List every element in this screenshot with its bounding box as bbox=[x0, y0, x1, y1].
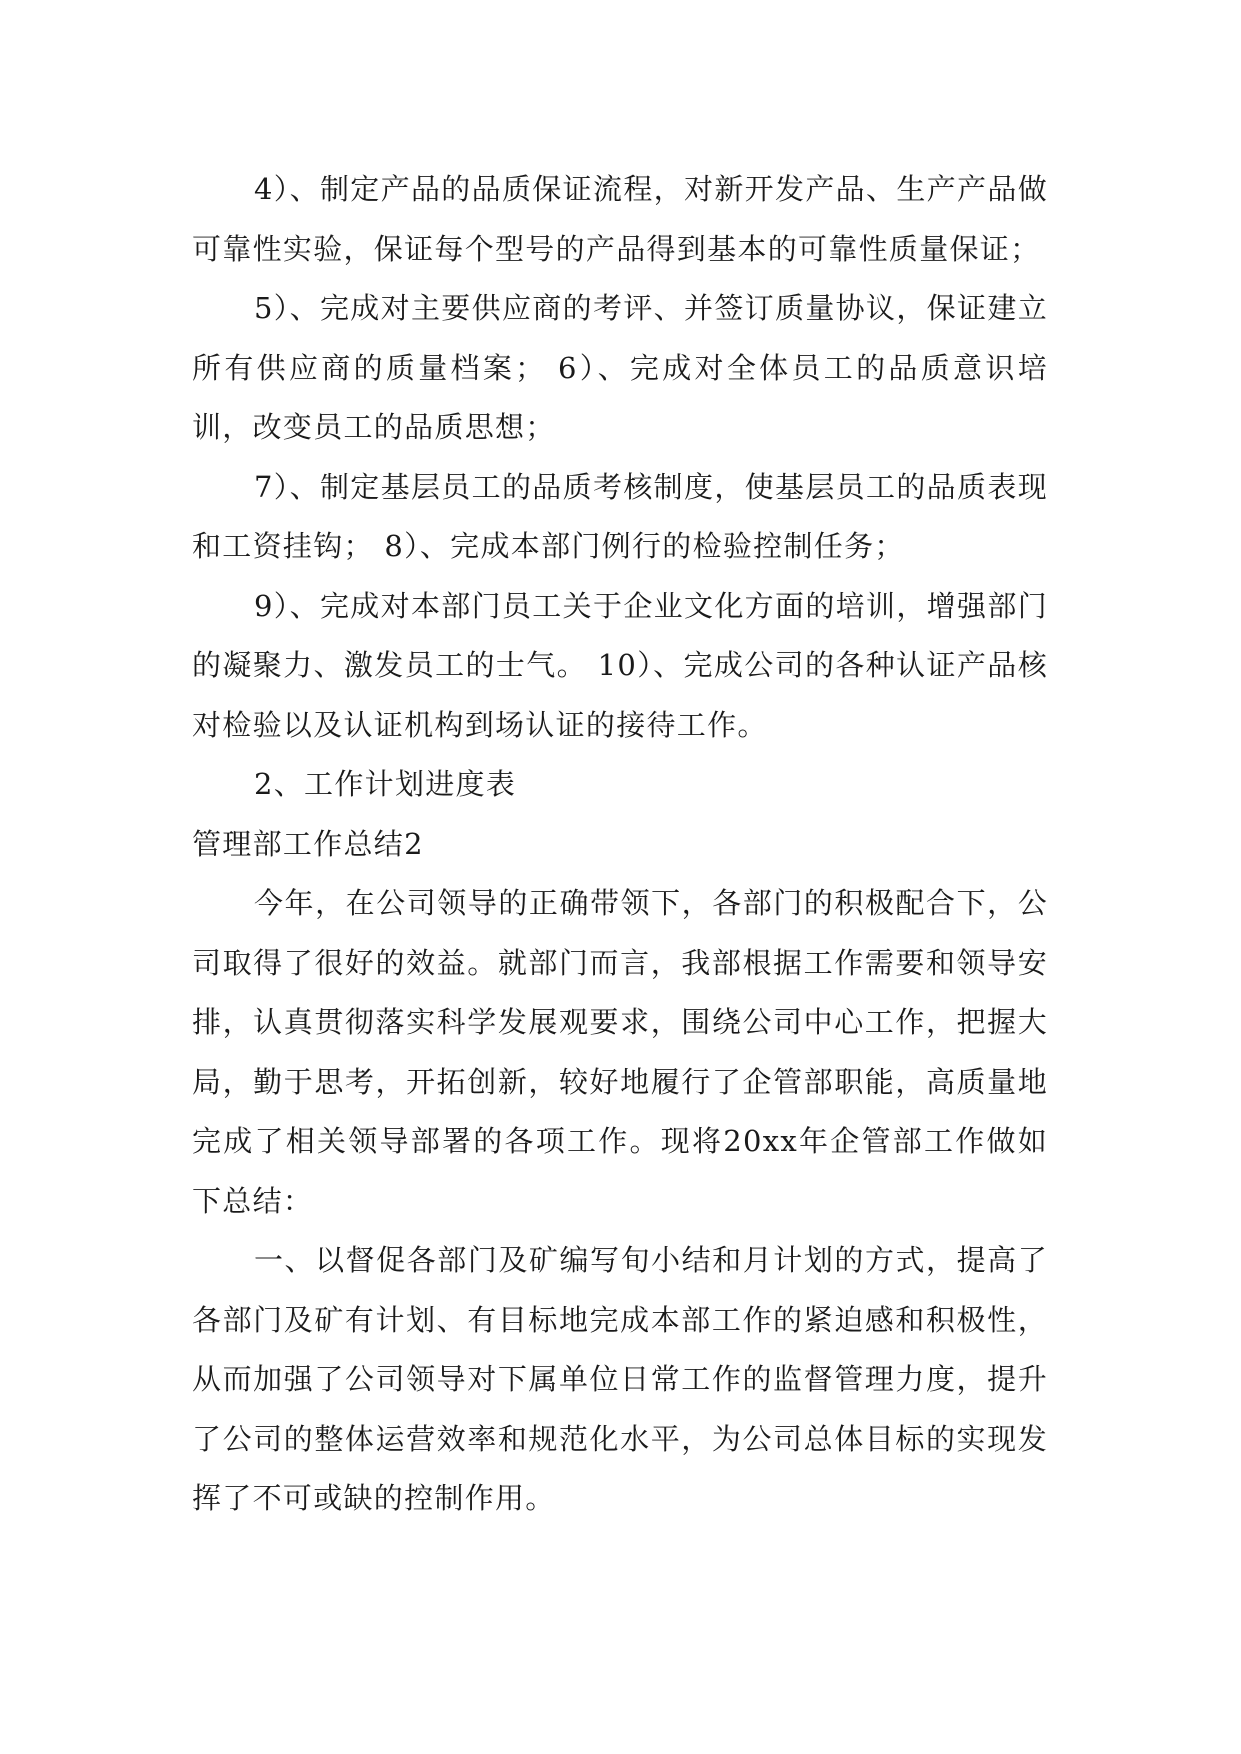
paragraph-intro: 今年，在公司领导的正确带领下，各部门的积极配合下，公司取得了很好的效益。就部门而言，我部根据工作需要和领导安排，认真贯彻落实科学发展观要求，围绕公司中心工作，把握大局，勤于思考，开拓创新，较好地履行了企管部职能，高质量地完成了相关领导部署的各项工作。现将20xx年企管部工作做如下总结： bbox=[192, 886, 1048, 1218]
paragraph-schedule-heading: 2、工作计划进度表 bbox=[254, 767, 517, 801]
document-body bbox=[192, 160, 1048, 1529]
paragraph-point-one: 一、以督促各部门及矿编写旬小结和月计划的方式，提高了各部门及矿有计划、有目标地完成本部工作的紧迫感和积极性，从而加强了公司领导对下属单位日常工作的监督管理力度，提升了公司的整体运营效率和规范化水平，为公司总体目标的实现发挥了不可或缺的控制作用。 bbox=[192, 1243, 1048, 1515]
paragraph-item-4: 4）、制定产品的品质保证流程，对新开发产品、生产产品做可靠性实验，保证每个型号的产品得到基本的可靠性质量保证； bbox=[192, 172, 1048, 266]
paragraph-items-7-8: 7）、制定基层员工的品质考核制度，使基层员工的品质表现和工资挂钩； 8）、完成本部门例行的检验控制任务； bbox=[192, 469, 1048, 563]
paragraph-items-5-6: 5）、完成对主要供应商的考评、并签订质量协议，保证建立所有供应商的质量档案； 6）、完成对全体员工的品质意识培训，改变员工的品质思想； bbox=[192, 291, 1048, 444]
section-title: 管理部工作总结2 bbox=[192, 826, 424, 861]
paragraph-items-9-10: 9）、完成对本部门员工关于企业文化方面的培训，增强部门的凝聚力、激发员工的士气。 10）、完成公司的各种认证产品核对检验以及认证机构到场认证的接待工作。 bbox=[192, 588, 1048, 742]
